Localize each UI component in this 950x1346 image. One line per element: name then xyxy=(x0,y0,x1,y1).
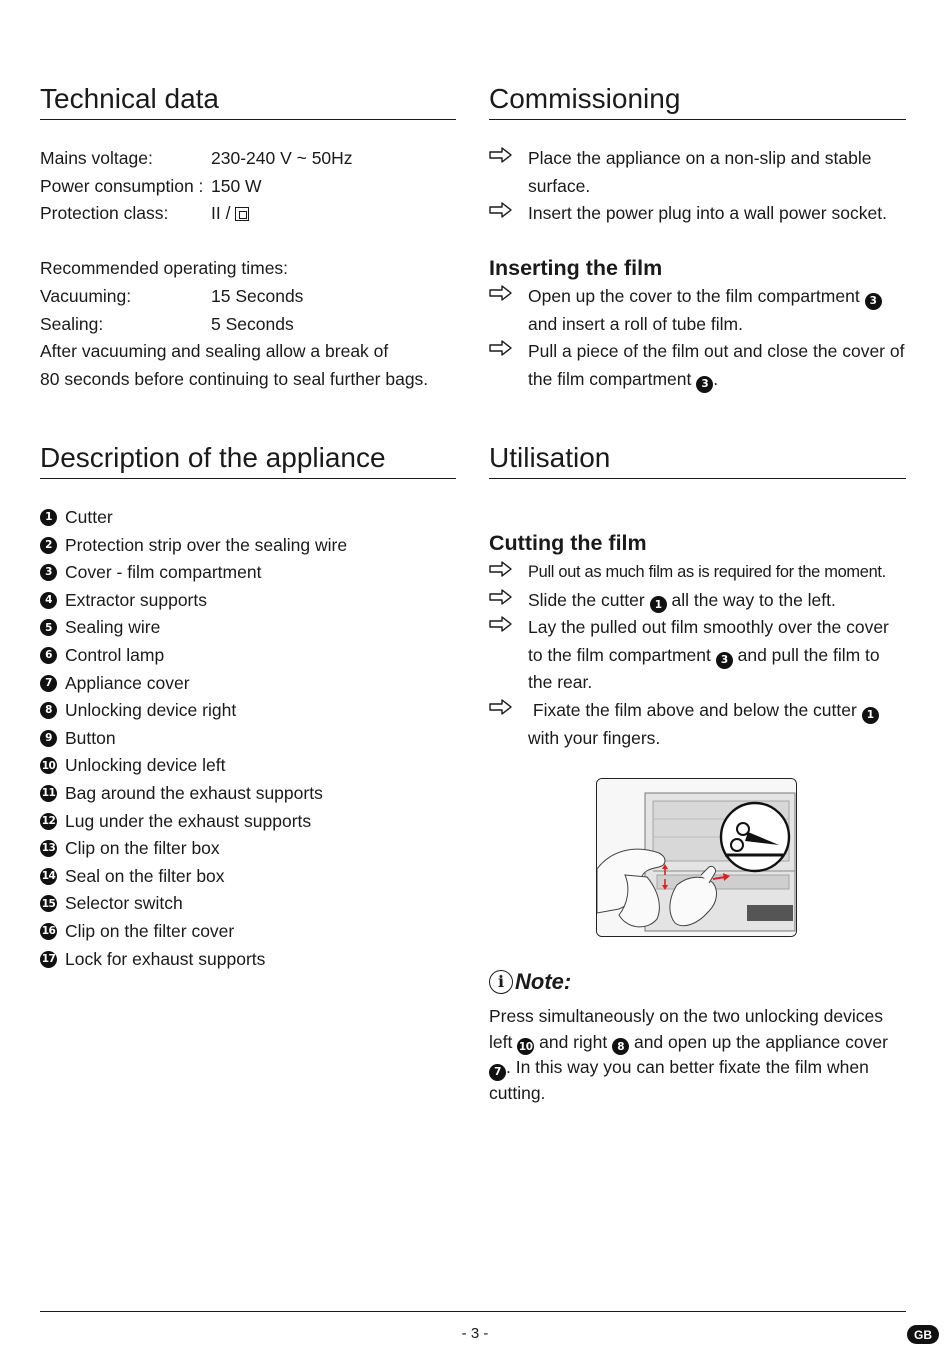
instruction-step xyxy=(489,283,906,338)
list-item xyxy=(40,863,456,891)
step-text-part: to the film compartment xyxy=(528,644,711,665)
step-text: surface. xyxy=(528,175,591,196)
arrow-right-icon xyxy=(489,699,513,715)
operating-value: 5 Seconds xyxy=(211,313,294,334)
cutting-film-illustration xyxy=(596,778,797,937)
part-number-badge: 3 xyxy=(40,564,57,581)
hands-cutting-film-drawing xyxy=(597,779,797,937)
part-number-badge: 7 xyxy=(489,1064,506,1081)
list-item xyxy=(40,642,456,670)
arrow-right-icon xyxy=(489,561,513,577)
part-label: Button xyxy=(65,727,116,748)
commissioning-steps xyxy=(489,145,906,228)
step-text-part: . xyxy=(713,368,719,389)
note-title-text: Note: xyxy=(515,969,572,994)
part-label: Bag around the exhaust supports xyxy=(65,782,323,803)
step-text-part: Fixate the film above and below the cutter xyxy=(532,699,857,720)
part-number-badge: 1 xyxy=(650,596,667,613)
part-number-badge: 3 xyxy=(716,652,733,669)
list-item xyxy=(40,697,456,725)
step-text: the rear. xyxy=(528,672,593,693)
parts-list xyxy=(40,504,456,973)
part-number-badge: 9 xyxy=(40,730,57,747)
step-text-part: Slide the cutter xyxy=(528,589,645,610)
list-item xyxy=(40,780,456,808)
step-text xyxy=(528,587,906,615)
footer-divider xyxy=(40,1311,906,1312)
spec-label: Mains voltage: xyxy=(40,148,153,168)
part-number-badge: 11 xyxy=(40,785,57,802)
break-text-line: After vacuuming and sealing allow a break of xyxy=(40,341,389,362)
arrow-right-icon xyxy=(489,202,513,218)
technical-data-block xyxy=(40,145,456,393)
part-number-badge: 17 xyxy=(40,951,57,968)
part-label: Cutter xyxy=(65,507,113,527)
arrow-right-icon xyxy=(489,589,513,605)
instruction-step xyxy=(489,338,906,393)
list-item xyxy=(40,808,456,836)
note-line: cutting. xyxy=(489,1083,546,1103)
info-icon: i xyxy=(489,970,513,994)
language-badge: GB xyxy=(907,1325,939,1344)
operating-row xyxy=(40,311,456,339)
part-number-badge: 3 xyxy=(696,376,713,393)
note-line xyxy=(489,1055,906,1081)
operating-label: Vacuuming: xyxy=(40,285,132,306)
part-label: Lug under the exhaust supports xyxy=(65,810,312,831)
list-item xyxy=(40,504,456,532)
part-number-badge: 10 xyxy=(517,1038,534,1055)
step-text: and insert a roll of tube film. xyxy=(528,313,743,334)
inserting-film-heading: Inserting the film xyxy=(489,256,663,280)
note-text-part: left xyxy=(489,1031,513,1052)
instruction-step xyxy=(489,200,906,228)
instruction-step xyxy=(489,145,906,200)
part-number-badge: 8 xyxy=(40,702,57,719)
technical-data-heading: Technical data xyxy=(40,82,456,120)
operating-heading: Recommended operating times: xyxy=(40,258,289,279)
step-text: Pull out as much film as is required for the moment. xyxy=(528,563,886,581)
step-text: Place the appliance on a non-slip and stable xyxy=(528,148,872,168)
part-number-badge: 7 xyxy=(40,675,57,692)
part-label: Control lamp xyxy=(65,644,165,665)
part-number-badge: 16 xyxy=(40,923,57,940)
part-label: Clip on the filter cover xyxy=(65,920,235,941)
spec-label: Protection class: xyxy=(40,203,169,224)
part-label: Unlocking device right xyxy=(65,700,237,721)
step-text: with your fingers. xyxy=(528,727,661,748)
note-text-part: . In this way you can better fixate the film when xyxy=(506,1057,869,1078)
instruction-step xyxy=(489,559,906,587)
part-number-badge: 12 xyxy=(40,813,57,830)
part-number-badge: 1 xyxy=(40,509,57,526)
list-item xyxy=(40,670,456,698)
inserting-steps xyxy=(489,283,906,393)
part-label: Seal on the filter box xyxy=(65,865,225,886)
spec-value: 150 W xyxy=(211,175,262,196)
spec-row xyxy=(40,145,456,173)
cutting-film-heading: Cutting the film xyxy=(489,531,647,555)
part-label: Unlocking device left xyxy=(65,755,226,776)
part-label: Extractor supports xyxy=(65,589,207,610)
double-insulation-icon xyxy=(235,207,249,221)
list-item xyxy=(40,614,456,642)
step-text-part: all the way to the left. xyxy=(671,589,836,610)
step-text xyxy=(528,697,906,725)
list-item xyxy=(40,725,456,753)
utilisation-heading: Utilisation xyxy=(489,441,906,479)
break-text-line: 80 seconds before continuing to seal further bags. xyxy=(40,368,429,389)
spec-value: 230-240 V ~ 50Hz xyxy=(211,148,353,168)
instruction-step xyxy=(489,697,906,752)
step-text: Lay the pulled out film smoothly over the cover xyxy=(528,617,889,638)
list-item xyxy=(40,559,456,587)
protection-class-value: II / xyxy=(211,203,231,224)
commissioning-heading: Commissioning xyxy=(489,82,906,120)
arrow-right-icon xyxy=(489,616,513,632)
list-item xyxy=(40,890,456,918)
cutting-steps xyxy=(489,559,906,752)
part-label: Clip on the filter box xyxy=(65,838,220,859)
spec-value xyxy=(211,200,249,228)
instruction-step xyxy=(489,614,906,697)
page-number: - 3 - xyxy=(461,1325,489,1342)
part-number-badge: 6 xyxy=(40,647,57,664)
part-number-badge: 10 xyxy=(40,757,57,774)
arrow-right-icon xyxy=(489,340,513,356)
note-heading xyxy=(489,967,571,997)
spec-row xyxy=(40,173,456,201)
list-item xyxy=(40,946,456,974)
step-text xyxy=(528,283,906,311)
step-text-part: the film compartment xyxy=(528,368,692,389)
operating-label: Sealing: xyxy=(40,313,104,334)
step-text-part: Open up the cover to the film compartment xyxy=(528,286,860,306)
step-text: Pull a piece of the film out and close the cover of xyxy=(528,341,905,362)
instruction-step xyxy=(489,587,906,615)
note-line xyxy=(489,1030,906,1056)
arrow-right-icon xyxy=(489,147,513,163)
part-number-badge: 1 xyxy=(862,707,879,724)
part-number-badge: 8 xyxy=(612,1038,629,1055)
step-text xyxy=(528,642,906,670)
part-number-badge: 15 xyxy=(40,895,57,912)
part-number-badge: 14 xyxy=(40,868,57,885)
step-text: Insert the power plug into a wall power socket. xyxy=(528,203,887,224)
list-item xyxy=(40,918,456,946)
spec-row xyxy=(40,200,456,228)
description-heading: Description of the appliance xyxy=(40,441,456,479)
step-text xyxy=(528,366,906,394)
operating-value: 15 Seconds xyxy=(211,285,304,306)
step-text-part: and pull the film to xyxy=(737,644,880,665)
list-item xyxy=(40,532,456,560)
part-number-badge: 2 xyxy=(40,537,57,554)
part-label: Appliance cover xyxy=(65,672,190,693)
note-line: Press simultaneously on the two unlocking devices xyxy=(489,1006,883,1026)
part-number-badge: 5 xyxy=(40,619,57,636)
part-number-badge: 3 xyxy=(865,293,882,310)
part-label: Cover - film compartment xyxy=(65,562,262,583)
operating-row xyxy=(40,283,456,311)
part-label: Protection strip over the sealing wire xyxy=(65,534,348,555)
part-number-badge: 4 xyxy=(40,592,57,609)
part-number-badge: 13 xyxy=(40,840,57,857)
arrow-right-icon xyxy=(489,285,513,301)
part-label: Lock for exhaust supports xyxy=(65,948,266,969)
list-item xyxy=(40,835,456,863)
note-text xyxy=(489,1004,906,1107)
part-label: Sealing wire xyxy=(65,617,161,638)
part-label: Selector switch xyxy=(65,893,183,914)
spec-label: Power consumption : xyxy=(40,175,204,196)
note-text-part: and right xyxy=(539,1031,608,1052)
list-item xyxy=(40,587,456,615)
list-item xyxy=(40,752,456,780)
note-text-part: and open up the appliance cover xyxy=(633,1031,888,1052)
